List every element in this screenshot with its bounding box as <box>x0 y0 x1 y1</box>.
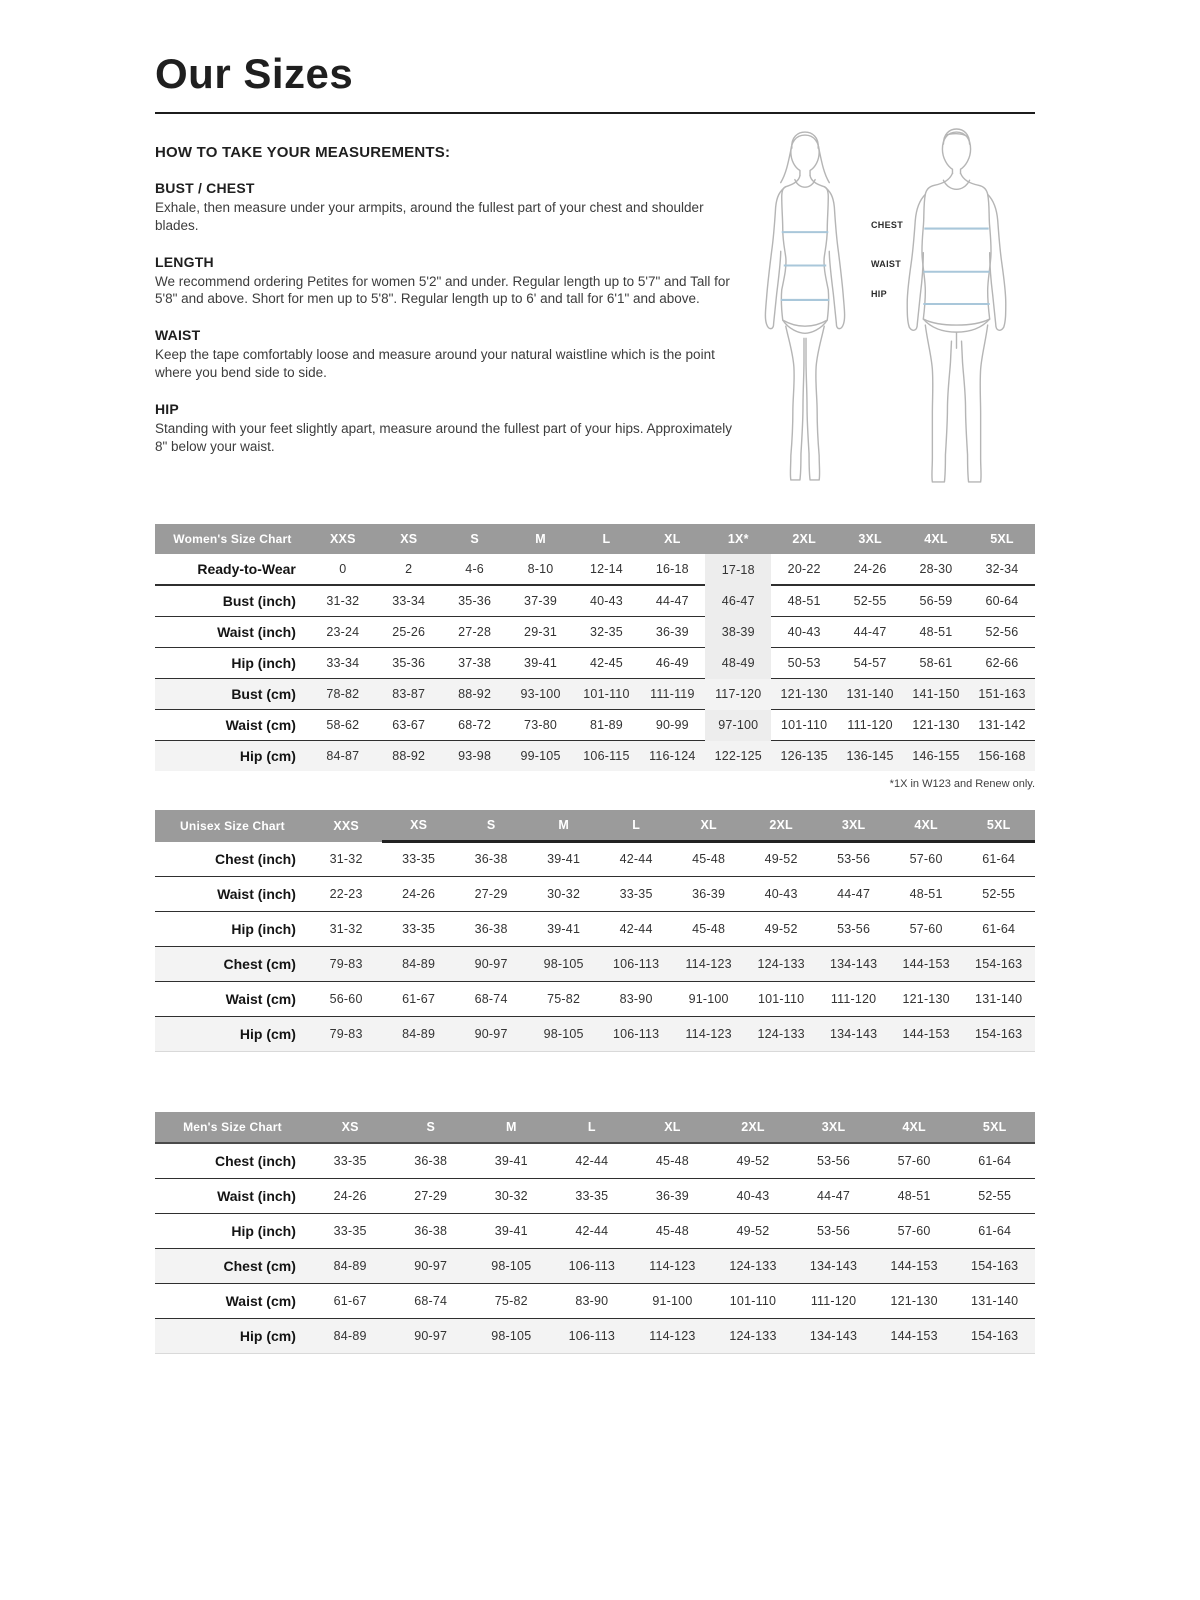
size-value-cell: 106-113 <box>552 1248 633 1283</box>
size-value-cell: 40-43 <box>574 585 640 617</box>
size-value-cell: 93-98 <box>442 741 508 772</box>
size-value-cell: 46-47 <box>705 585 771 617</box>
unisex-size-chart-block <box>155 810 1035 1052</box>
size-value-cell: 57-60 <box>890 842 963 877</box>
size-value-cell: 42-44 <box>600 842 673 877</box>
size-value-cell: 114-123 <box>672 946 745 981</box>
womens-size-column-header: M <box>508 524 574 554</box>
size-value-cell: 45-48 <box>672 842 745 877</box>
size-value-cell: 83-90 <box>552 1283 633 1318</box>
how-to-heading: HOW TO TAKE YOUR MEASUREMENTS: <box>155 144 451 161</box>
size-value-cell: 131-142 <box>969 710 1035 741</box>
size-value-cell: 56-59 <box>903 585 969 617</box>
size-value-cell: 57-60 <box>874 1143 955 1179</box>
size-value-cell: 121-130 <box>903 710 969 741</box>
size-value-cell: 24-26 <box>382 876 455 911</box>
size-value-cell: 58-61 <box>903 648 969 679</box>
womens-size-table <box>155 524 1035 771</box>
table-row <box>155 946 1035 981</box>
size-value-cell: 27-29 <box>390 1178 471 1213</box>
size-value-cell: 146-155 <box>903 741 969 772</box>
size-value-cell: 44-47 <box>837 617 903 648</box>
row-label: Chest (inch) <box>155 842 310 877</box>
size-value-cell: 42-45 <box>574 648 640 679</box>
size-value-cell: 131-140 <box>962 981 1035 1016</box>
size-value-cell: 33-35 <box>310 1213 391 1248</box>
chest-figure-label: CHEST <box>871 220 904 230</box>
table-row <box>155 981 1035 1016</box>
size-value-cell: 98-105 <box>527 946 600 981</box>
row-label: Hip (inch) <box>155 1213 310 1248</box>
section-body: Standing with your feet slightly apart, measure around the fullest part of your hips. Approximately 8" below your waist. <box>155 420 733 454</box>
mens-size-column-header: XL <box>632 1112 713 1143</box>
size-value-cell: 90-97 <box>390 1318 471 1353</box>
size-value-cell: 116-124 <box>639 741 705 772</box>
size-value-cell: 36-39 <box>632 1178 713 1213</box>
size-value-cell: 90-97 <box>455 1016 528 1051</box>
table-row <box>155 1248 1035 1283</box>
size-value-cell: 111-120 <box>793 1283 874 1318</box>
unisex-size-column-header: 4XL <box>890 810 963 842</box>
size-value-cell: 32-35 <box>574 617 640 648</box>
size-value-cell: 122-125 <box>705 741 771 772</box>
size-value-cell: 58-62 <box>310 710 376 741</box>
size-value-cell: 117-120 <box>705 679 771 710</box>
size-value-cell: 31-32 <box>310 585 376 617</box>
size-value-cell: 44-47 <box>639 585 705 617</box>
size-value-cell: 57-60 <box>890 911 963 946</box>
size-value-cell: 17-18 <box>705 554 771 585</box>
size-value-cell: 101-110 <box>745 981 818 1016</box>
size-value-cell: 40-43 <box>771 617 837 648</box>
size-value-cell: 52-55 <box>954 1178 1035 1213</box>
row-label: Hip (cm) <box>155 741 310 772</box>
size-value-cell: 136-145 <box>837 741 903 772</box>
size-value-cell: 79-83 <box>310 1016 383 1051</box>
size-value-cell: 97-100 <box>705 710 771 741</box>
row-label: Hip (inch) <box>155 648 310 679</box>
womens-size-column-header: S <box>442 524 508 554</box>
unisex-size-column-header: M <box>527 810 600 842</box>
size-value-cell: 32-34 <box>969 554 1035 585</box>
size-value-cell: 36-38 <box>390 1143 471 1179</box>
row-label: Chest (cm) <box>155 1248 310 1283</box>
womens-size-chart-block <box>155 524 1035 790</box>
size-value-cell: 60-64 <box>969 585 1035 617</box>
size-value-cell: 8-10 <box>508 554 574 585</box>
size-value-cell: 156-168 <box>969 741 1035 772</box>
womens-size-column-header: 4XL <box>903 524 969 554</box>
row-label: Waist (inch) <box>155 617 310 648</box>
section-heading: WAIST <box>155 327 201 344</box>
measurement-figures <box>753 128 1038 490</box>
size-value-cell: 27-28 <box>442 617 508 648</box>
size-value-cell: 48-49 <box>705 648 771 679</box>
size-value-cell: 114-123 <box>632 1248 713 1283</box>
size-value-cell: 134-143 <box>793 1248 874 1283</box>
size-value-cell: 25-26 <box>376 617 442 648</box>
unisex-size-column-header: XS <box>382 810 455 842</box>
section-hip <box>155 401 745 456</box>
size-value-cell: 39-41 <box>508 648 574 679</box>
female-figure-illustration <box>753 128 857 484</box>
size-value-cell: 61-64 <box>962 842 1035 877</box>
row-label: Bust (cm) <box>155 679 310 710</box>
womens-size-column-header: 3XL <box>837 524 903 554</box>
mens-size-table <box>155 1112 1035 1354</box>
size-value-cell: 0 <box>310 554 376 585</box>
womens-size-column-header: XXS <box>310 524 376 554</box>
size-value-cell: 126-135 <box>771 741 837 772</box>
size-value-cell: 88-92 <box>376 741 442 772</box>
size-value-cell: 154-163 <box>962 1016 1035 1051</box>
size-value-cell: 91-100 <box>672 981 745 1016</box>
size-value-cell: 61-64 <box>962 911 1035 946</box>
size-value-cell: 121-130 <box>890 981 963 1016</box>
size-value-cell: 84-89 <box>382 946 455 981</box>
unisex-size-column-header: XXS <box>310 810 383 842</box>
size-value-cell: 131-140 <box>954 1283 1035 1318</box>
size-value-cell: 83-90 <box>600 981 673 1016</box>
size-value-cell: 37-38 <box>442 648 508 679</box>
measurement-instructions <box>155 144 1035 520</box>
row-label: Chest (cm) <box>155 946 310 981</box>
size-value-cell: 75-82 <box>527 981 600 1016</box>
table-row <box>155 554 1035 585</box>
size-value-cell: 79-83 <box>310 946 383 981</box>
size-value-cell: 84-87 <box>310 741 376 772</box>
table-row <box>155 842 1035 877</box>
size-value-cell: 134-143 <box>817 946 890 981</box>
size-value-cell: 99-105 <box>508 741 574 772</box>
size-value-cell: 31-32 <box>310 911 383 946</box>
size-value-cell: 144-153 <box>890 946 963 981</box>
size-value-cell: 124-133 <box>745 1016 818 1051</box>
size-value-cell: 75-82 <box>471 1283 552 1318</box>
table-row <box>155 679 1035 710</box>
size-value-cell: 98-105 <box>471 1318 552 1353</box>
page-title: Our Sizes <box>155 50 354 97</box>
mens-size-column-header: XS <box>310 1112 391 1143</box>
section-heading: BUST / CHEST <box>155 180 255 196</box>
size-value-cell: 114-123 <box>632 1318 713 1353</box>
table-row <box>155 1178 1035 1213</box>
size-value-cell: 61-67 <box>310 1283 391 1318</box>
size-value-cell: 2 <box>376 554 442 585</box>
size-value-cell: 40-43 <box>713 1178 794 1213</box>
table-row <box>155 911 1035 946</box>
size-value-cell: 84-89 <box>310 1318 391 1353</box>
size-value-cell: 30-32 <box>471 1178 552 1213</box>
size-value-cell: 24-26 <box>310 1178 391 1213</box>
unisex-size-column-header: XL <box>672 810 745 842</box>
size-value-cell: 53-56 <box>793 1213 874 1248</box>
size-value-cell: 98-105 <box>527 1016 600 1051</box>
section-bust-chest <box>155 180 745 235</box>
size-value-cell: 151-163 <box>969 679 1035 710</box>
section-waist <box>155 327 745 382</box>
size-value-cell: 62-66 <box>969 648 1035 679</box>
size-value-cell: 134-143 <box>817 1016 890 1051</box>
size-value-cell: 48-51 <box>771 585 837 617</box>
row-label: Hip (cm) <box>155 1016 310 1051</box>
size-value-cell: 33-35 <box>382 842 455 877</box>
instructions-text-column <box>155 144 745 456</box>
section-body: Keep the tape comfortably loose and measure around your natural waistline which is the point where you bend side to side. <box>155 347 715 381</box>
row-label: Waist (cm) <box>155 981 310 1016</box>
size-value-cell: 46-49 <box>639 648 705 679</box>
size-value-cell: 39-41 <box>471 1143 552 1179</box>
size-value-cell: 49-52 <box>745 842 818 877</box>
size-value-cell: 106-113 <box>600 946 673 981</box>
size-value-cell: 33-34 <box>376 585 442 617</box>
womens-size-column-header: XL <box>639 524 705 554</box>
size-value-cell: 111-120 <box>837 710 903 741</box>
size-value-cell: 50-53 <box>771 648 837 679</box>
size-value-cell: 111-120 <box>817 981 890 1016</box>
size-value-cell: 45-48 <box>672 911 745 946</box>
size-value-cell: 68-74 <box>390 1283 471 1318</box>
size-value-cell: 53-56 <box>793 1143 874 1179</box>
size-value-cell: 30-32 <box>527 876 600 911</box>
size-value-cell: 49-52 <box>745 911 818 946</box>
size-value-cell: 53-56 <box>817 842 890 877</box>
size-value-cell: 63-67 <box>376 710 442 741</box>
size-value-cell: 40-43 <box>745 876 818 911</box>
size-value-cell: 61-64 <box>954 1143 1035 1179</box>
size-value-cell: 61-64 <box>954 1213 1035 1248</box>
row-label: Waist (cm) <box>155 1283 310 1318</box>
table-row <box>155 585 1035 617</box>
size-value-cell: 45-48 <box>632 1143 713 1179</box>
row-label: Hip (cm) <box>155 1318 310 1353</box>
size-value-cell: 154-163 <box>962 946 1035 981</box>
size-value-cell: 81-89 <box>574 710 640 741</box>
womens-size-column-header: XS <box>376 524 442 554</box>
size-value-cell: 91-100 <box>632 1283 713 1318</box>
size-value-cell: 48-51 <box>874 1178 955 1213</box>
size-value-cell: 33-35 <box>310 1143 391 1179</box>
size-value-cell: 35-36 <box>376 648 442 679</box>
title-divider <box>155 112 1035 114</box>
size-value-cell: 4-6 <box>442 554 508 585</box>
size-value-cell: 83-87 <box>376 679 442 710</box>
mens-size-column-header: M <box>471 1112 552 1143</box>
size-value-cell: 101-110 <box>574 679 640 710</box>
unisex-size-column-header: S <box>455 810 528 842</box>
size-value-cell: 131-140 <box>837 679 903 710</box>
size-value-cell: 90-97 <box>455 946 528 981</box>
size-value-cell: 42-44 <box>600 911 673 946</box>
row-label: Chest (inch) <box>155 1143 310 1179</box>
size-value-cell: 106-115 <box>574 741 640 772</box>
size-value-cell: 101-110 <box>713 1283 794 1318</box>
table-row <box>155 876 1035 911</box>
size-value-cell: 31-32 <box>310 842 383 877</box>
size-value-cell: 45-48 <box>632 1213 713 1248</box>
table-row <box>155 741 1035 772</box>
size-value-cell: 16-18 <box>639 554 705 585</box>
hip-figure-label: HIP <box>871 289 887 299</box>
size-value-cell: 24-26 <box>837 554 903 585</box>
unisex-size-column-header: 3XL <box>817 810 890 842</box>
size-value-cell: 90-99 <box>639 710 705 741</box>
size-value-cell: 49-52 <box>713 1213 794 1248</box>
unisex-size-table <box>155 810 1035 1052</box>
size-value-cell: 88-92 <box>442 679 508 710</box>
row-label: Hip (inch) <box>155 911 310 946</box>
section-length <box>155 254 745 309</box>
mens-size-column-header: L <box>552 1112 633 1143</box>
size-value-cell: 144-153 <box>890 1016 963 1051</box>
size-value-cell: 121-130 <box>771 679 837 710</box>
size-value-cell: 33-34 <box>310 648 376 679</box>
section-body: We recommend ordering Petites for women 5'2" and under. Regular length up to 5'7" and Tall for 5'8" and above. Short for men up to 5'8". Regular length up to 6' and tall for 6'1" and above. <box>155 273 730 307</box>
size-value-cell: 57-60 <box>874 1213 955 1248</box>
female-figure-svg <box>753 128 857 484</box>
table-row <box>155 1016 1035 1051</box>
row-label: Ready-to-Wear <box>155 554 310 585</box>
size-value-cell: 42-44 <box>552 1213 633 1248</box>
table-row <box>155 1318 1035 1353</box>
size-value-cell: 61-67 <box>382 981 455 1016</box>
size-value-cell: 35-36 <box>442 585 508 617</box>
size-value-cell: 124-133 <box>713 1248 794 1283</box>
womens-size-column-header: 2XL <box>771 524 837 554</box>
size-value-cell: 154-163 <box>954 1318 1035 1353</box>
table-row <box>155 1213 1035 1248</box>
size-value-cell: 124-133 <box>713 1318 794 1353</box>
table-row <box>155 710 1035 741</box>
size-value-cell: 101-110 <box>771 710 837 741</box>
table-row <box>155 1143 1035 1179</box>
size-value-cell: 29-31 <box>508 617 574 648</box>
size-value-cell: 22-23 <box>310 876 383 911</box>
table-row <box>155 617 1035 648</box>
size-value-cell: 44-47 <box>793 1178 874 1213</box>
size-value-cell: 23-24 <box>310 617 376 648</box>
size-value-cell: 73-80 <box>508 710 574 741</box>
size-value-cell: 36-38 <box>390 1213 471 1248</box>
mens-table-title: Men's Size Chart <box>155 1112 310 1143</box>
size-value-cell: 144-153 <box>874 1248 955 1283</box>
section-heading: HIP <box>155 400 179 417</box>
size-value-cell: 68-74 <box>455 981 528 1016</box>
womens-size-column-header: 1X* <box>705 524 771 554</box>
size-value-cell: 53-56 <box>817 911 890 946</box>
size-value-cell: 154-163 <box>954 1248 1035 1283</box>
size-value-cell: 121-130 <box>874 1283 955 1318</box>
size-value-cell: 44-47 <box>817 876 890 911</box>
size-value-cell: 54-57 <box>837 648 903 679</box>
size-value-cell: 111-119 <box>639 679 705 710</box>
womens-size-column-header: L <box>574 524 640 554</box>
section-body: Exhale, then measure under your armpits, around the fullest part of your chest and shoulder blades. <box>155 200 704 233</box>
size-value-cell: 36-39 <box>672 876 745 911</box>
size-value-cell: 106-113 <box>600 1016 673 1051</box>
size-value-cell: 39-41 <box>527 842 600 877</box>
size-value-cell: 36-39 <box>639 617 705 648</box>
size-value-cell: 33-35 <box>382 911 455 946</box>
size-value-cell: 33-35 <box>552 1178 633 1213</box>
size-value-cell: 49-52 <box>713 1143 794 1179</box>
size-value-cell: 37-39 <box>508 585 574 617</box>
size-value-cell: 38-39 <box>705 617 771 648</box>
table-row <box>155 648 1035 679</box>
size-value-cell: 141-150 <box>903 679 969 710</box>
size-value-cell: 98-105 <box>471 1248 552 1283</box>
mens-size-column-header: 5XL <box>954 1112 1035 1143</box>
size-value-cell: 84-89 <box>310 1248 391 1283</box>
size-value-cell: 42-44 <box>552 1143 633 1179</box>
mens-size-column-header: 4XL <box>874 1112 955 1143</box>
size-value-cell: 84-89 <box>382 1016 455 1051</box>
size-value-cell: 20-22 <box>771 554 837 585</box>
row-label: Bust (inch) <box>155 585 310 617</box>
size-value-cell: 48-51 <box>890 876 963 911</box>
size-value-cell: 28-30 <box>903 554 969 585</box>
size-value-cell: 56-60 <box>310 981 383 1016</box>
size-value-cell: 48-51 <box>903 617 969 648</box>
size-value-cell: 36-38 <box>455 842 528 877</box>
mens-size-column-header: 2XL <box>713 1112 794 1143</box>
size-value-cell: 39-41 <box>527 911 600 946</box>
size-guide-page <box>155 0 1035 1354</box>
row-label: Waist (cm) <box>155 710 310 741</box>
unisex-table-title: Unisex Size Chart <box>155 810 310 842</box>
womens-size-column-header: 5XL <box>969 524 1035 554</box>
waist-figure-label: WAIST <box>871 259 901 269</box>
unisex-size-column-header: L <box>600 810 673 842</box>
row-label: Waist (inch) <box>155 1178 310 1213</box>
unisex-size-column-header: 5XL <box>962 810 1035 842</box>
unisex-size-column-header: 2XL <box>745 810 818 842</box>
row-label: Waist (inch) <box>155 876 310 911</box>
size-value-cell: 39-41 <box>471 1213 552 1248</box>
size-value-cell: 124-133 <box>745 946 818 981</box>
size-value-cell: 90-97 <box>390 1248 471 1283</box>
size-value-cell: 27-29 <box>455 876 528 911</box>
size-value-cell: 36-38 <box>455 911 528 946</box>
section-heading: LENGTH <box>155 253 214 270</box>
male-figure-svg <box>896 128 1018 488</box>
size-value-cell: 52-56 <box>969 617 1035 648</box>
mens-size-column-header: 3XL <box>793 1112 874 1143</box>
womens-footnote: *1X in W123 and Renew only. <box>889 778 1035 790</box>
size-value-cell: 106-113 <box>552 1318 633 1353</box>
size-value-cell: 144-153 <box>874 1318 955 1353</box>
size-value-cell: 52-55 <box>962 876 1035 911</box>
mens-size-chart-block <box>155 1112 1035 1354</box>
size-value-cell: 68-72 <box>442 710 508 741</box>
table-row <box>155 1283 1035 1318</box>
male-figure-illustration <box>896 128 1018 488</box>
size-value-cell: 12-14 <box>574 554 640 585</box>
size-value-cell: 114-123 <box>672 1016 745 1051</box>
womens-table-title: Women's Size Chart <box>155 524 310 554</box>
size-value-cell: 93-100 <box>508 679 574 710</box>
size-value-cell: 78-82 <box>310 679 376 710</box>
mens-size-column-header: S <box>390 1112 471 1143</box>
size-value-cell: 33-35 <box>600 876 673 911</box>
size-value-cell: 52-55 <box>837 585 903 617</box>
size-value-cell: 134-143 <box>793 1318 874 1353</box>
